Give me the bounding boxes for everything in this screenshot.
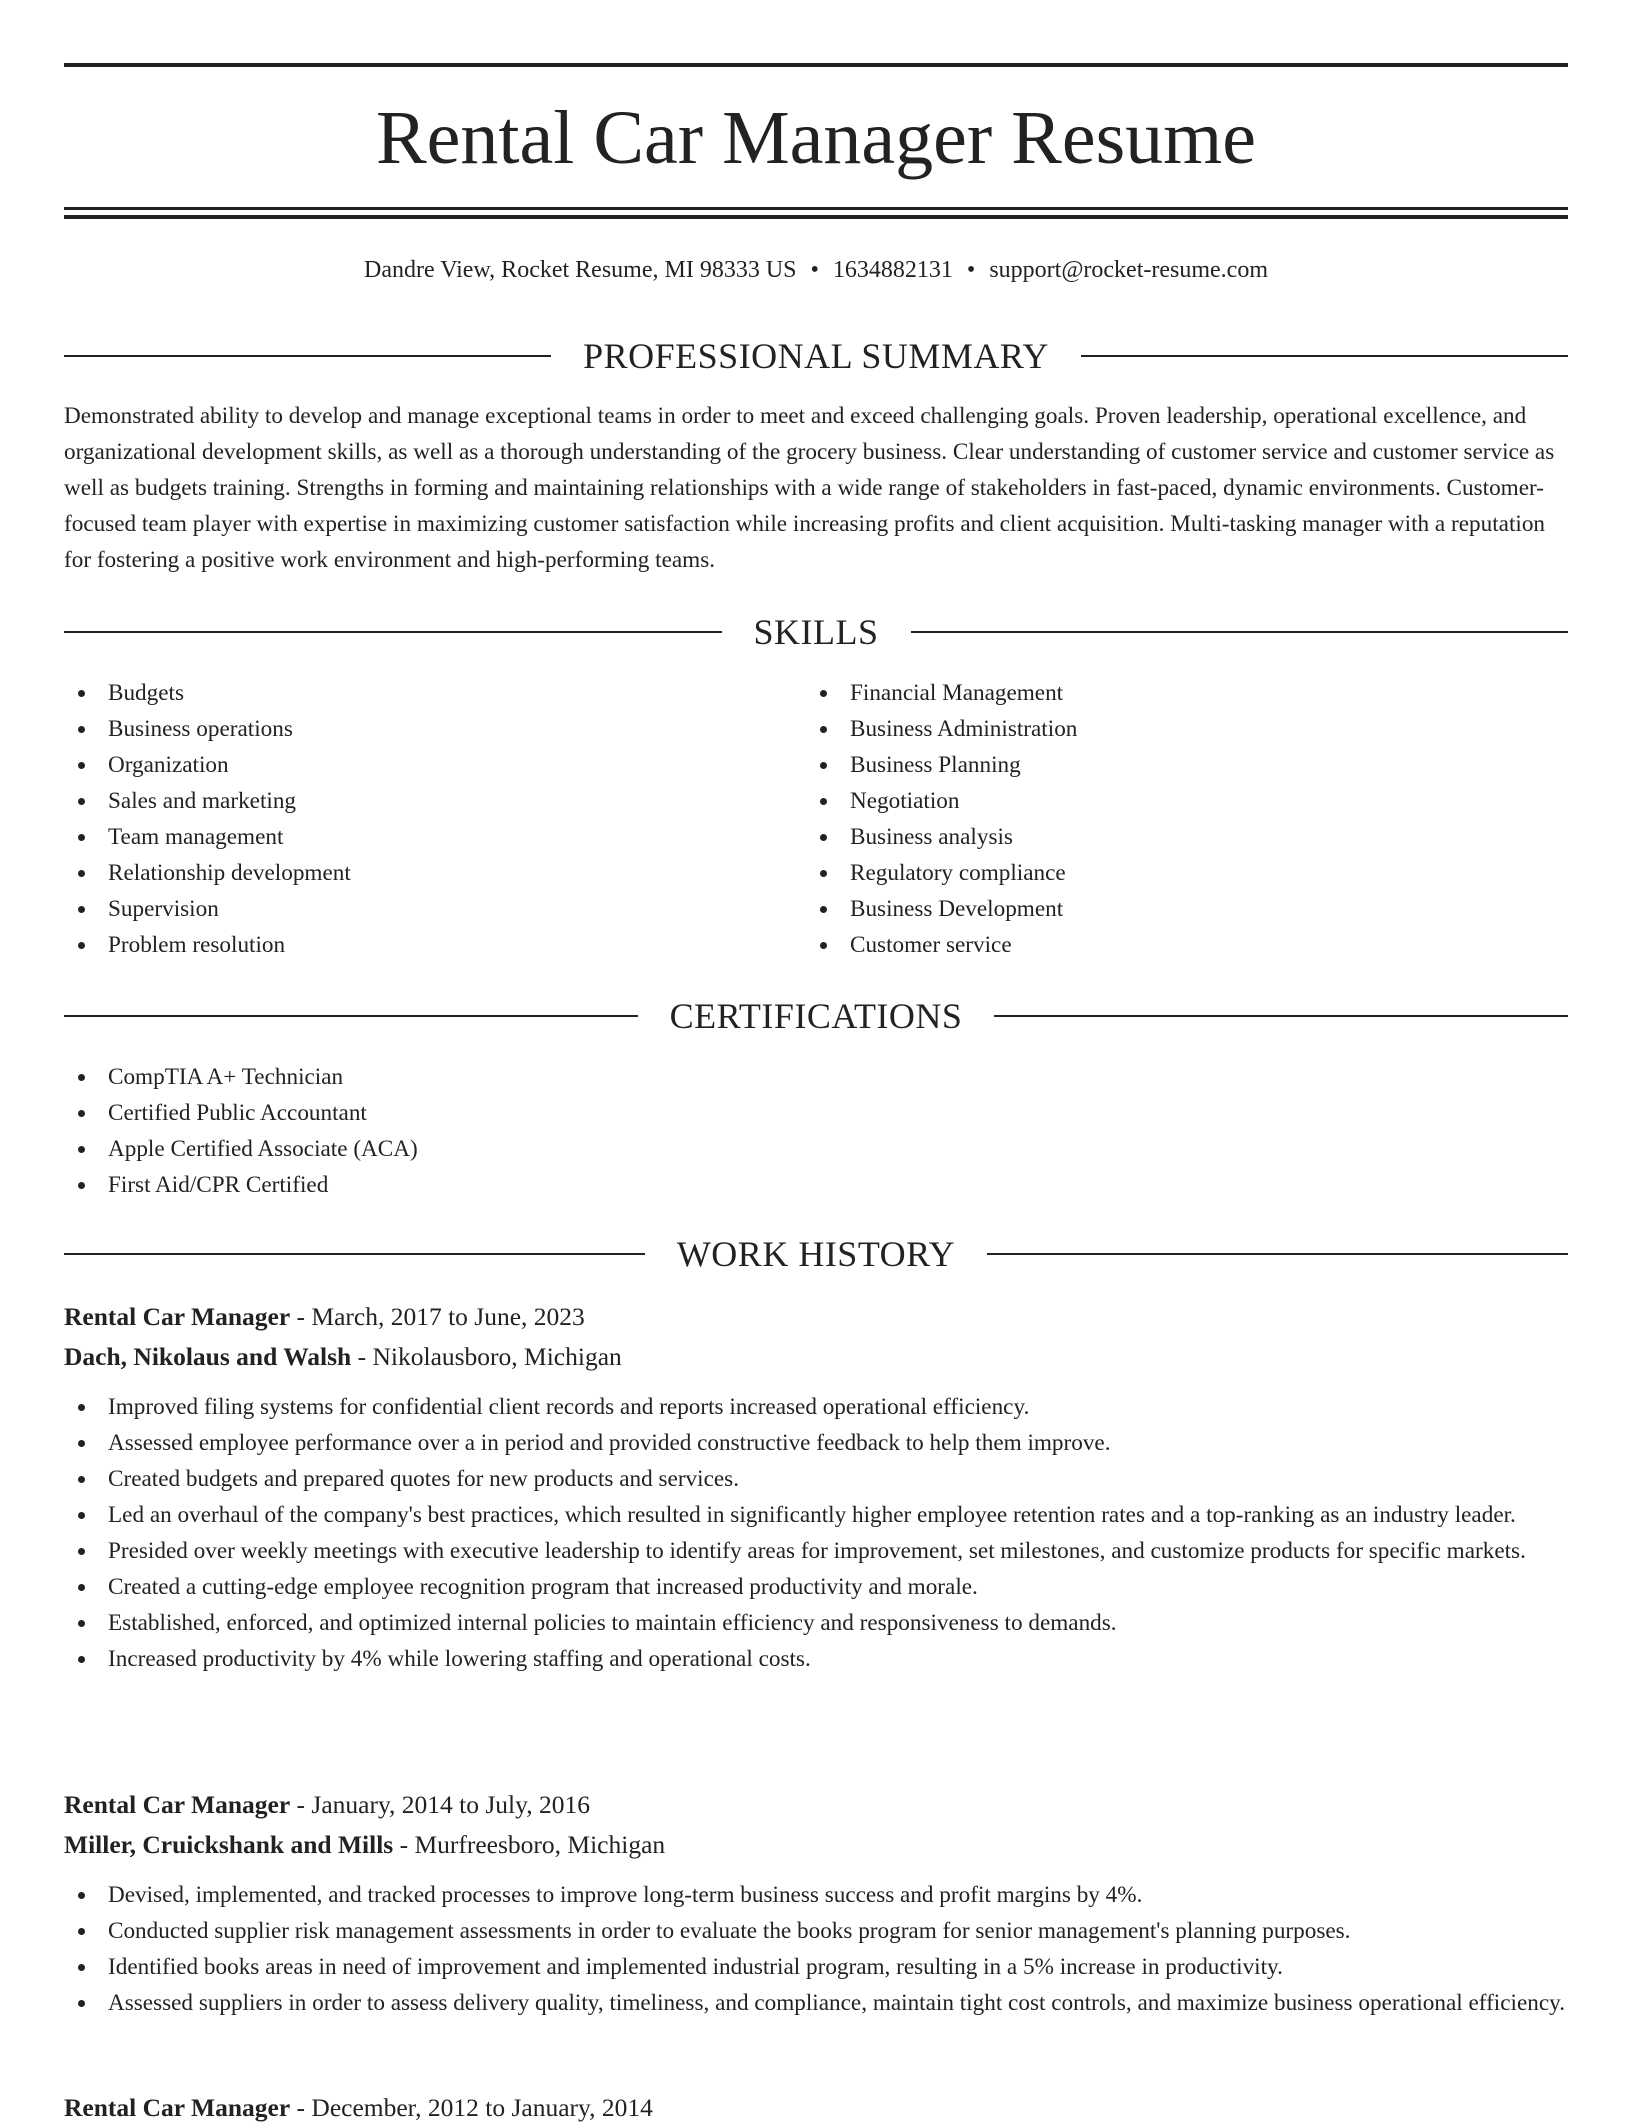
job-title-line: Rental Car Manager - March, 2017 to June, 2023 [64,1302,585,1331]
job-duty-item: Increased productivity by 4% while lowering staffing and operational costs. [64,1641,1568,1677]
section-rule-right [1081,355,1568,357]
job-company-line: Miller, Cruickshank and Mills - Murfreesboro, Michigan [64,1830,666,1859]
section-rule-right [911,631,1569,633]
bullet-icon [78,1620,85,1627]
skill-item: Business operations [64,711,804,747]
skill-item: Business Development [806,891,1566,927]
bullet-icon [78,1964,85,1971]
bullet-icon [78,834,85,841]
section-rule-left [64,1253,645,1255]
job-location: Nikolausboro, Michigan [372,1342,622,1371]
job-duty-item: Established, enforced, and optimized internal policies to maintain efficiency and responsiveness to demands. [64,1605,1568,1641]
skill-item: Budgets [64,675,804,711]
skill-item: Business Administration [806,711,1566,747]
job-entry [64,2088,1568,2128]
bullet-icon [78,726,85,733]
skill-item: Regulatory compliance [806,855,1566,891]
job-duty-item: Improved filing systems for confidential client records and reports increased operational efficiency. [64,1389,1568,1425]
section-rule-left [64,1015,638,1017]
bullet-icon [820,942,827,949]
job-dates: March, 2017 to June, 2023 [311,1302,585,1331]
skill-item: Business Planning [806,747,1566,783]
bullet-icon [78,1146,85,1153]
job-title: Rental Car Manager [64,2093,291,2122]
job-entry [64,1785,1568,2021]
job-title-line: Rental Car Manager - January, 2014 to July, 2016 [64,1790,590,1819]
job-location: Murfreesboro, Michigan [414,1830,666,1859]
skill-item: Relationship development [64,855,804,891]
bullet-icon [78,690,85,697]
job-duty-item: Led an overhaul of the company's best practices, which resulted in significantly higher employee retention rates and a top-ranking as an industry leader. [64,1497,1568,1533]
top-rule [64,63,1568,67]
skill-item: Organization [64,747,804,783]
section-title-summary: PROFESSIONAL SUMMARY [583,336,1049,376]
bullet-icon [820,690,827,697]
skill-item: Negotiation [806,783,1566,819]
contact-phone: 1634882131 [832,257,953,283]
job-title: Rental Car Manager [64,1790,291,1819]
section-title-work-history: WORK HISTORY [676,1234,956,1274]
bullet-icon [78,1656,85,1663]
section-header-certifications [64,994,1568,1038]
contact-email: support@rocket-resume.com [989,257,1268,283]
section-header-skills [64,610,1568,654]
job-duty-item: Assessed suppliers in order to assess delivery quality, timeliness, and compliance, maintain tight cost controls, and maximize business operational efficiency. [64,1985,1568,2021]
skill-item: Team management [64,819,804,855]
job-duty-item: Created a cutting-edge employee recognition program that increased productivity and morale. [64,1569,1568,1605]
contact-separator: • [966,257,976,283]
skills-list-left [64,675,804,963]
certification-item: CompTIA A+ Technician [64,1059,1568,1095]
title-rule-thick [64,215,1568,219]
section-rule-right [987,1253,1568,1255]
job-title: Rental Car Manager [64,1302,291,1331]
contact-separator: • [810,257,819,283]
skills-list-right [806,675,1566,963]
bullet-icon [820,906,827,913]
section-rule-left [64,355,551,357]
certification-item: Certified Public Accountant [64,1095,1568,1131]
job-dates: January, 2014 to July, 2016 [311,1790,590,1819]
job-duty-item: Devised, implemented, and tracked processes to improve long-term business success and profit margins by 4%. [64,1877,1568,1913]
bullet-icon [78,762,85,769]
bullet-icon [78,870,85,877]
section-title-certifications: CERTIFICATIONS [669,996,963,1036]
contact-line [64,254,1568,286]
section-rule-right [994,1015,1568,1017]
job-duty-item: Assessed employee performance over a in period and provided constructive feedback to help them improve. [64,1425,1568,1461]
bullet-icon [78,1892,85,1899]
section-title-skills: SKILLS [753,612,879,652]
job-duties-list [64,1389,1568,1677]
skill-item: Problem resolution [64,927,804,963]
bullet-icon [78,1548,85,1555]
certifications-list [64,1059,1568,1203]
job-duty-item: Conducted supplier risk management assessments in order to evaluate the books program for senior management's planning purposes. [64,1913,1568,1949]
bullet-icon [78,1476,85,1483]
bullet-icon [78,798,85,805]
summary-text: Demonstrated ability to develop and manage exceptional teams in order to meet and exceed challenging goals. Proven leadership, operational excellence, and organizational development skills, as well as a thorough understanding of the grocery business. Clear understanding of customer service and customer service as well as budgets training. Strengths in forming and maintaining relationships with a wide range of stakeholders in fast-paced, dynamic environments. Customer-focused team player with expertise in maximizing customer satisfaction while increasing profits and client acquisition. Multi-tasking manager with a reputation for fostering a positive work environment and high-performing teams. [64,403,1555,573]
bullet-icon [78,942,85,949]
job-title-line: Rental Car Manager - December, 2012 to January, 2014 [64,2093,653,2122]
certification-item: Apple Certified Associate (ACA) [64,1131,1568,1167]
job-duty-item: Presided over weekly meetings with executive leadership to identify areas for improvement, set milestones, and customize products for specific markets. [64,1533,1568,1569]
section-header-summary [64,334,1568,378]
skill-item: Business analysis [806,819,1566,855]
certification-item: First Aid/CPR Certified [64,1167,1568,1203]
bullet-icon [820,870,827,877]
title-rule-thin [64,207,1568,210]
resume-title: Rental Car Manager Resume [375,96,1257,180]
bullet-icon [78,1182,85,1189]
skill-item: Supervision [64,891,804,927]
bullet-icon [78,1584,85,1591]
bullet-icon [78,1928,85,1935]
skill-item: Sales and marketing [64,783,804,819]
contact-address: Dandre View, Rocket Resume, MI 98333 US [364,257,797,283]
bullet-icon [78,1074,85,1081]
skill-item: Financial Management [806,675,1566,711]
job-duty-item: Identified books areas in need of improvement and implemented industrial program, resulting in a 5% increase in productivity. [64,1949,1568,1985]
bullet-icon [820,762,827,769]
job-entry [64,1297,1568,1677]
bullet-icon [78,906,85,913]
bullet-icon [78,2000,85,2007]
bullet-icon [78,1110,85,1117]
bullet-icon [820,798,827,805]
job-duties-list [64,1877,1568,2021]
job-duty-item: Created budgets and prepared quotes for new products and services. [64,1461,1568,1497]
skill-item: Customer service [806,927,1566,963]
section-header-work-history [64,1232,1568,1276]
bullet-icon [78,1440,85,1447]
job-dates: December, 2012 to January, 2014 [311,2093,653,2122]
bullet-icon [78,1404,85,1411]
bullet-icon [820,834,827,841]
bullet-icon [820,726,827,733]
job-company-line: Dach, Nikolaus and Walsh - Nikolausboro, Michigan [64,1342,622,1371]
job-company: Miller, Cruickshank and Mills [64,1830,394,1859]
job-company: Dach, Nikolaus and Walsh [64,1342,352,1371]
bullet-icon [78,1512,85,1519]
section-rule-left [64,631,722,633]
